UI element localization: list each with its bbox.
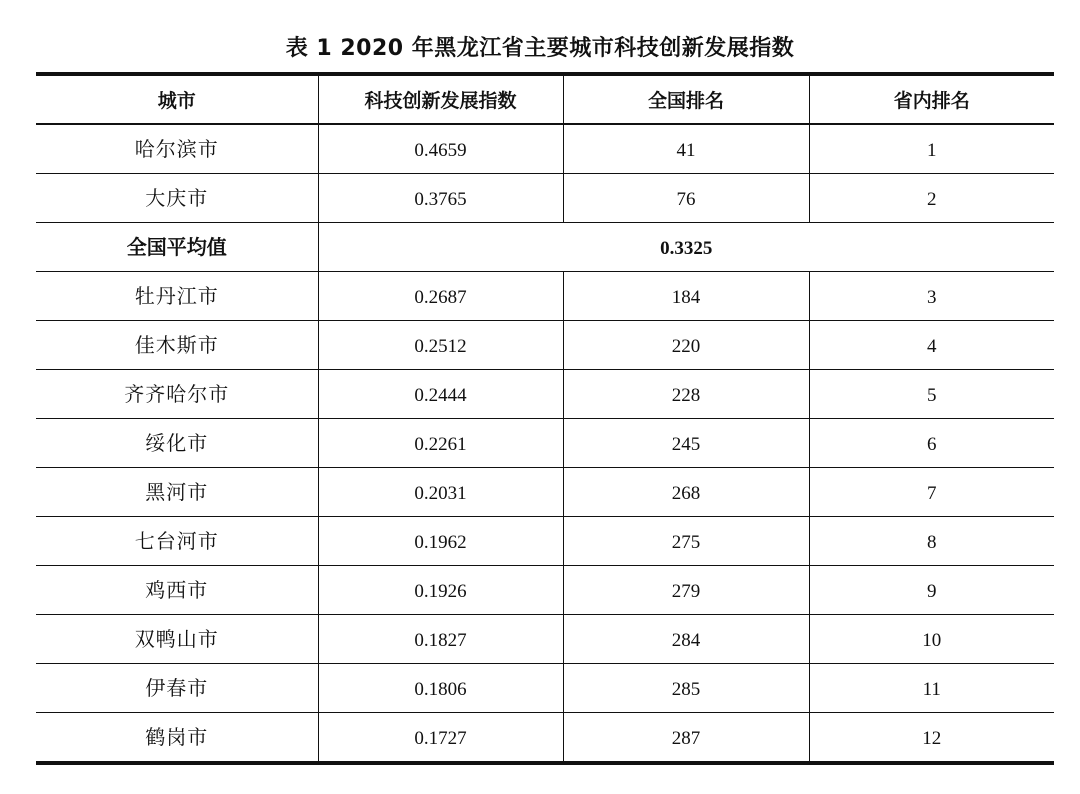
table-row (36, 615, 1054, 664)
table-row (36, 468, 1054, 517)
cell-province-rank: 2 (809, 174, 1054, 223)
cell-national-rank: 285 (563, 664, 809, 713)
table-row (36, 517, 1054, 566)
city-index-table (36, 72, 1054, 765)
cell-index: 0.1926 (318, 566, 563, 615)
cell-index: 0.1806 (318, 664, 563, 713)
cell-city: 哈尔滨市 (134, 137, 219, 161)
cell-city: 七台河市 (134, 529, 219, 553)
header-city: 城市 (157, 90, 196, 112)
cell-province-rank: 10 (809, 615, 1054, 664)
cell-index: 0.1962 (318, 517, 563, 566)
cell-city: 绥化市 (145, 431, 209, 455)
cell-national-rank: 268 (563, 468, 809, 517)
cell-province-rank: 3 (809, 272, 1054, 321)
cell-national-rank: 76 (563, 174, 809, 223)
cell-national-rank: 287 (563, 713, 809, 764)
header-row (36, 74, 1054, 124)
cell-city: 伊春市 (145, 676, 209, 700)
table-row (36, 272, 1054, 321)
cell-city: 佳木斯市 (134, 333, 219, 357)
cell-province-rank: 4 (809, 321, 1054, 370)
cell-city: 齐齐哈尔市 (124, 382, 230, 406)
cell-index: 0.2512 (318, 321, 563, 370)
cell-national-rank: 41 (563, 124, 809, 174)
national-average-label: 全国平均值 (126, 235, 227, 259)
cell-province-rank: 11 (809, 664, 1054, 713)
cell-city: 双鸭山市 (134, 627, 219, 651)
cell-national-rank: 275 (563, 517, 809, 566)
cell-index: 0.2031 (318, 468, 563, 517)
cell-province-rank: 9 (809, 566, 1054, 615)
cell-province-rank: 12 (809, 713, 1054, 764)
cell-index: 0.1727 (318, 713, 563, 764)
national-average-row (36, 223, 1054, 272)
cell-index: 0.2261 (318, 419, 563, 468)
cell-city: 黑河市 (145, 480, 209, 504)
cell-national-rank: 279 (563, 566, 809, 615)
cell-city: 大庆市 (145, 186, 209, 210)
national-average-value: 0.3325 (318, 223, 1054, 272)
table-caption: 表 1 2020 年黑龙江省主要城市科技创新发展指数 (285, 36, 795, 61)
table-row (36, 174, 1054, 223)
cell-city: 鹤岗市 (145, 725, 209, 749)
header-national-rank: 全国排名 (563, 74, 809, 124)
cell-province-rank: 7 (809, 468, 1054, 517)
cell-city: 牡丹江市 (134, 284, 219, 308)
table-row (36, 370, 1054, 419)
table-row (36, 566, 1054, 615)
cell-province-rank: 5 (809, 370, 1054, 419)
header-province-rank: 省内排名 (809, 74, 1054, 124)
cell-national-rank: 284 (563, 615, 809, 664)
cell-province-rank: 6 (809, 419, 1054, 468)
cell-national-rank: 184 (563, 272, 809, 321)
cell-index: 0.1827 (318, 615, 563, 664)
cell-index: 0.2687 (318, 272, 563, 321)
cell-index: 0.4659 (318, 124, 563, 174)
cell-province-rank: 8 (809, 517, 1054, 566)
table-row (36, 124, 1054, 174)
table-row (36, 664, 1054, 713)
cell-national-rank: 245 (563, 419, 809, 468)
table-row (36, 321, 1054, 370)
cell-national-rank: 220 (563, 321, 809, 370)
cell-province-rank: 1 (809, 124, 1054, 174)
header-index: 科技创新发展指数 (318, 74, 563, 124)
table-row (36, 419, 1054, 468)
cell-index: 0.3765 (318, 174, 563, 223)
cell-national-rank: 228 (563, 370, 809, 419)
cell-index: 0.2444 (318, 370, 563, 419)
table-row (36, 713, 1054, 764)
cell-city: 鸡西市 (145, 578, 209, 602)
